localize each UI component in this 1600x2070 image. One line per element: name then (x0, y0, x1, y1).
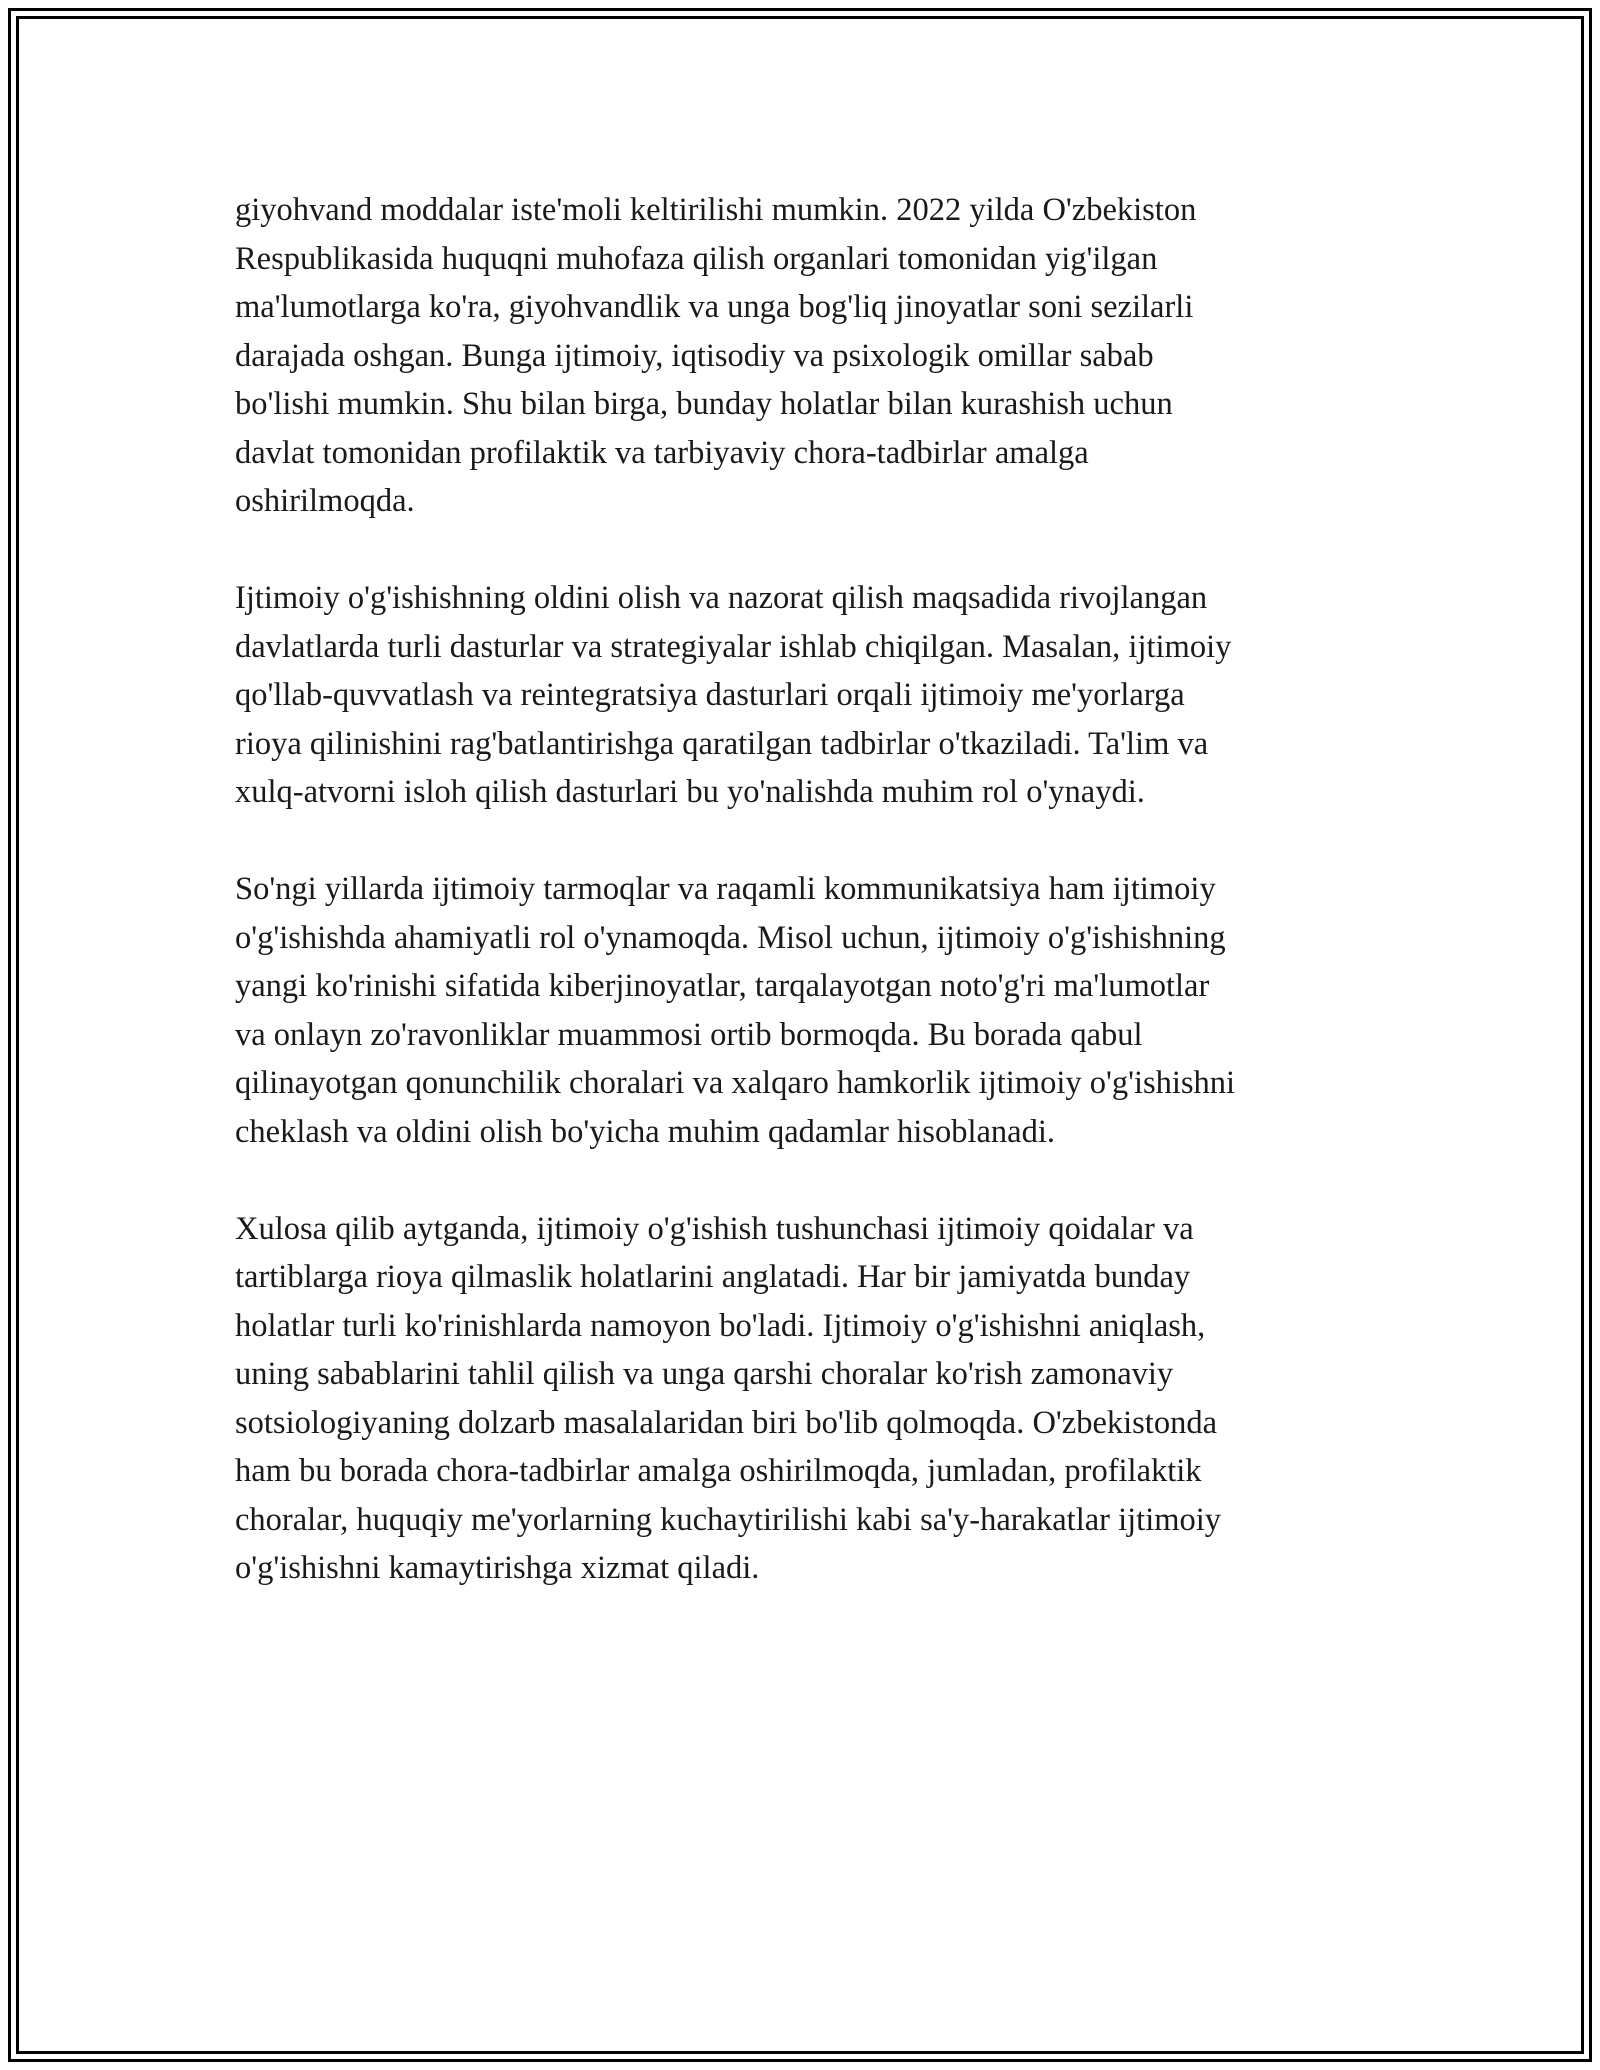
text-line: davlatlarda turli dasturlar va strategiyalar ishlab chiqilgan. Masalan, ijtimoiy (235, 628, 1232, 665)
text-line: holatlar turli ko'rinishlarda namoyon bo'ladi. Ijtimoiy o'g'ishishni aniqlash, (235, 1307, 1206, 1344)
text-line: darajada oshgan. Bunga ijtimoiy, iqtisodiy va psixologik omillar sabab (235, 337, 1154, 374)
text-line: rioya qilinishini rag'batlantirishga qaratilgan tadbirlar o'tkaziladi. Ta'lim va (235, 725, 1209, 762)
text-line: choralar, huquqiy me'yorlarning kuchaytirilishi kabi sa'y-harakatlar ijtimoiy (235, 1501, 1222, 1538)
text-line: va onlayn zo'ravonliklar muammosi ortib bormoqda. Bu borada qabul (235, 1016, 1143, 1053)
text-line: o'g'ishishda ahamiyatli rol o'ynamoqda. Misol uchun, ijtimoiy o'g'ishishning (235, 919, 1226, 956)
paragraph-social-networks (235, 865, 1375, 1156)
text-line: bo'lishi mumkin. Shu bilan birga, bunday holatlar bilan kurashish uchun (235, 386, 1173, 422)
text-line: So'ngi yillarda ijtimoiy tarmoqlar va raqamli kommunikatsiya ham ijtimoiy (235, 871, 1216, 907)
text-line: Xulosa qilib aytganda, ijtimoiy o'g'ishish tushunchasi ijtimoiy qoidalar va (235, 1210, 1194, 1247)
text-line: tartiblarga rioya qilmaslik holatlarini anglatadi. Har bir jamiyatda bunday (235, 1259, 1191, 1295)
text-line: xulq-atvorni isloh qilish dasturlari bu yo'nalishda muhim rol o'ynaydi. (235, 774, 1145, 810)
paragraph-drug-statistics (235, 186, 1375, 526)
text-line: uning sabablarini tahlil qilish va unga qarshi choralar ko'rish zamonaviy (235, 1356, 1174, 1392)
text-line: Respublikasida huquqni muhofaza qilish organlari tomonidan yig'ilgan (235, 240, 1158, 277)
text-line: cheklash va oldini olish bo'yicha muhim qadamlar hisoblanadi. (235, 1113, 1055, 1150)
text-line: yangi ko'rinishi sifatida kiberjinoyatlar, tarqalayotgan noto'g'ri ma'lumotlar (235, 968, 1210, 1004)
text-line: qilinayotgan qonunchilik choralari va xalqaro hamkorlik ijtimoiy o'g'ishishni (235, 1065, 1236, 1101)
text-line: sotsiologiyaning dolzarb masalalaridan biri bo'lib qolmoqda. O'zbekistonda (235, 1404, 1217, 1441)
text-line: oshirilmoqda. (235, 483, 415, 519)
document-body (235, 186, 1375, 1593)
text-line: davlat tomonidan profilaktik va tarbiyaviy chora-tadbirlar amalga (235, 434, 1089, 471)
text-line: o'g'ishishni kamaytirishga xizmat qiladi. (235, 1550, 760, 1586)
text-line: qo'llab-quvvatlash va reintegratsiya dasturlari orqali ijtimoiy me'yorlarga (235, 677, 1185, 713)
text-line: ma'lumotlarga ko'ra, giyohvandlik va unga bog'liq jinoyatlar soni sezilarli (235, 289, 1194, 325)
paragraph-prevention-programs (235, 574, 1375, 817)
text-line: giyohvand moddalar iste'moli keltirilishi mumkin. 2022 yilda O'zbekiston (235, 192, 1197, 228)
paragraph-conclusion (235, 1205, 1375, 1593)
text-line: Ijtimoiy o'g'ishishning oldini olish va nazorat qilish maqsadida rivojlangan (235, 580, 1208, 616)
text-line: ham bu borada chora-tadbirlar amalga oshirilmoqda, jumladan, profilaktik (235, 1453, 1202, 1489)
